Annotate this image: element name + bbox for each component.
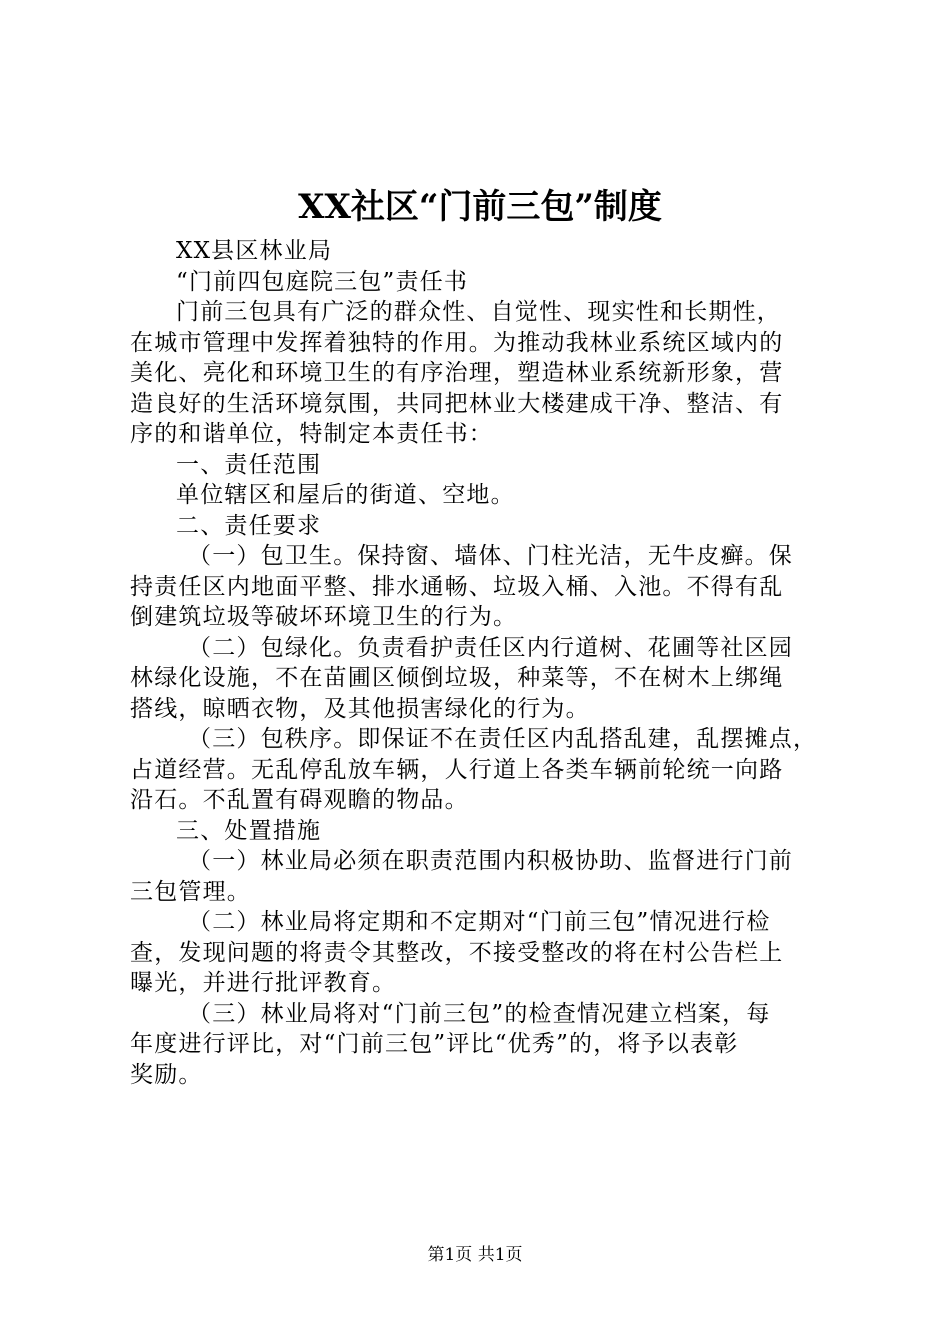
body-line: XX县区林业局 [176,238,333,264]
body-line: 一、责任范围 [176,451,322,478]
body-line: 曝光，并进行批评教育。 [130,970,397,996]
body-line: （一）林业局必须在职责范围内积极协助、监督进行门前 [188,848,793,874]
body-line: （二）林业局将定期和不定期对“门前三包”情况进行检 [188,909,771,935]
body-line: （一）包卫生。保持窗、墙体、门柱光洁，无牛皮癣。保 [188,543,793,569]
body-line: 单位辖区和屋后的街道、空地。 [176,482,515,508]
body-line: 持责任区内地面平整、排水通畅、垃圾入桶、入池。不得有乱 [130,573,784,600]
body-line: 在城市管理中发挥着独特的作用。为推动我林业系统区域内的 [130,329,784,356]
body-line: （三）林业局将对“门前三包”的检查情况建立档案，每 [188,1000,771,1027]
body-line: 二、责任要求 [176,512,322,539]
body-line: 年度进行评比，对“门前三包”评比“优秀”的，将予以表彰 [130,1031,739,1057]
body-line: 倒建筑垃圾等破坏环境卫生的行为。 [130,604,518,630]
body-line: 造良好的生活环境氛围，共同把林业大楼建成干净、整洁、有 [130,390,784,417]
page-title: XX社区“门前三包”制度 [298,187,662,227]
body-line: 美化、亮化和环境卫生的有序治理，塑造林业系统新形象，营 [130,360,784,386]
document-body [130,236,834,1090]
body-line: 门前三包具有广泛的群众性、自觉性、现实性和长期性， [176,299,781,325]
body-line: 序的和谐单位，特制定本责任书： [130,421,493,447]
body-line: （三）包秩序。即保证不在责任区内乱搭乱建，乱摆摊点， [188,726,818,752]
body-line: （二）包绿化。负责看护责任区内行道树、花圃等社区园 [188,634,793,661]
body-line: 奖励。 [130,1061,203,1088]
body-line: 林绿化设施，不在苗圃区倾倒垃圾，种菜等，不在树木上绑绳 [130,665,784,691]
body-line: “门前四包庭院三包”责任书 [176,268,469,295]
body-line: 三、处置措施 [176,817,322,844]
page-footer: 第1页 共1页 [427,1245,523,1265]
body-line: 搭线，晾晒衣物，及其他损害绿化的行为。 [130,695,590,722]
body-line: 三包管理。 [130,878,251,905]
body-line: 沿石。不乱置有碍观瞻的物品。 [130,787,469,813]
body-line: 查，发现问题的将责令其整改，不接受整改的将在村公告栏上 [130,939,784,966]
body-line: 占道经营。无乱停乱放车辆，人行道上各类车辆前轮统一向路 [130,756,784,783]
